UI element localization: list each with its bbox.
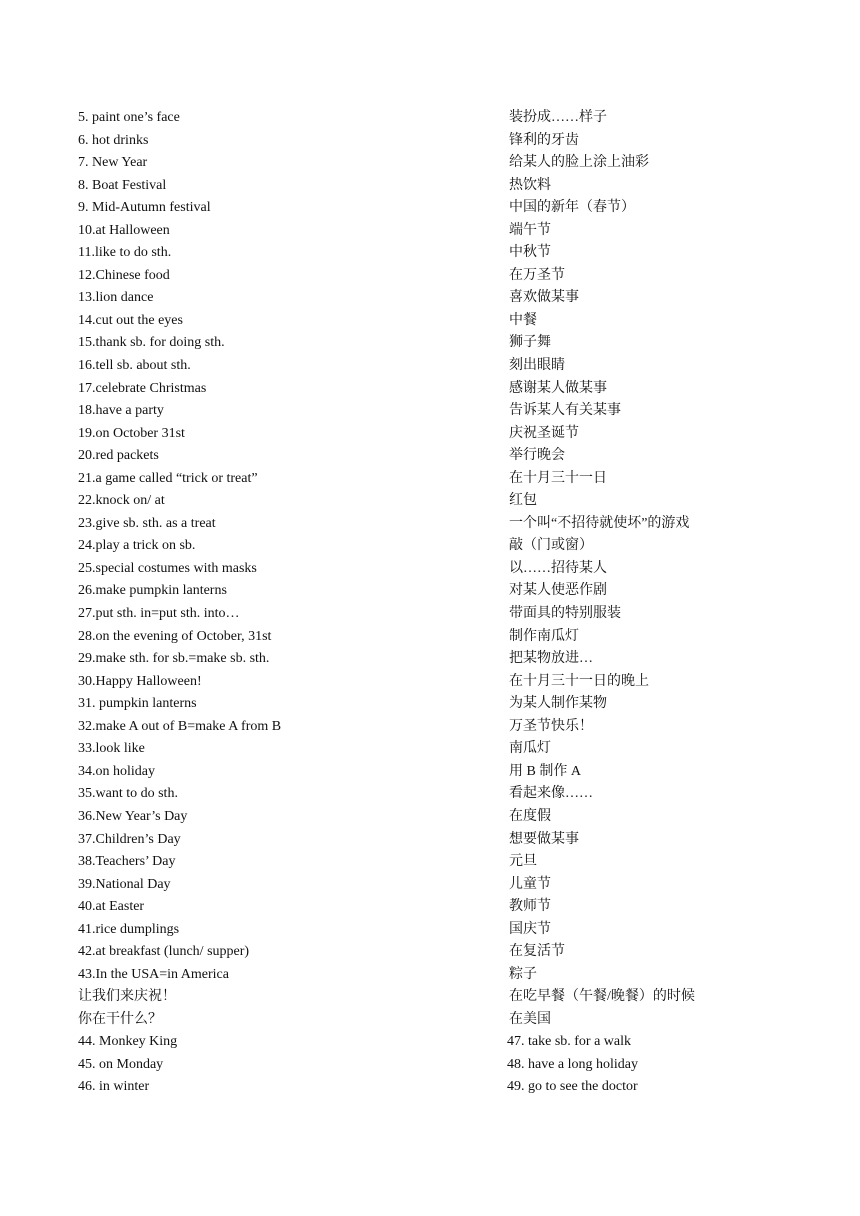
translation-item: 把某物放进… — [509, 651, 593, 667]
translation-item: 对某人使恶作剧 — [509, 583, 607, 599]
phrase-item: 23.give sb. sth. as a treat — [78, 515, 216, 531]
phrase-item: 10.at Halloween — [78, 222, 170, 238]
chinese-translation-column — [509, 107, 829, 1031]
phrase-item: 17.celebrate Christmas — [78, 380, 207, 396]
phrase-item: 让我们来庆祝！ — [78, 989, 176, 1005]
translation-item: 在十月三十一日的晚上 — [509, 673, 649, 689]
phrase-item: 5. paint one’s face — [78, 110, 180, 125]
translation-item: 给某人的脸上涂上油彩 — [509, 155, 649, 171]
phrase-item: 30.Happy Halloween! — [78, 673, 202, 689]
phrase-item: 15.thank sb. for doing sth. — [78, 335, 225, 351]
translation-item: 红包 — [509, 493, 537, 509]
phrase-item: 24.play a trick on sb. — [78, 538, 196, 554]
phrase-item: 9. Mid-Autumn festival — [78, 200, 211, 216]
translation-item: 中国的新年（春节） — [509, 200, 635, 216]
translation-item: 南瓜灯 — [509, 741, 551, 757]
phrase-item: 39.National Day — [78, 876, 171, 892]
phrase-item: 48. have a long holiday — [507, 1056, 639, 1072]
phrase-item: 27.put sth. in=put sth. into… — [78, 606, 240, 622]
phrase-item: 34.on holiday — [78, 763, 155, 779]
phrase-item: 21.a game called “trick or treat” — [78, 470, 258, 486]
translation-item: 在十月三十一日 — [509, 470, 607, 486]
phrase-item: 8. Boat Festival — [78, 177, 167, 193]
translation-item: 锋利的牙齿 — [509, 132, 579, 148]
translation-item: 感谢某人做某事 — [509, 380, 607, 396]
english-phrase-column — [78, 107, 478, 1031]
phrase-item: 7. New Year — [78, 155, 148, 171]
translation-item: 刻出眼睛 — [509, 358, 565, 374]
translation-item: 喜欢做某事 — [509, 290, 579, 306]
translation-item: 以……招待某人 — [509, 560, 607, 576]
translation-item: 元旦 — [509, 854, 537, 870]
translation-item: 看起来像…… — [509, 786, 593, 802]
phrase-item: 47. take sb. for a walk — [507, 1034, 632, 1049]
phrase-item: 19.on October 31st — [78, 425, 185, 441]
translation-item: 告诉某人有关某事 — [509, 403, 621, 419]
phrase-item: 42.at breakfast (lunch/ supper) — [78, 944, 250, 960]
translation-item: 想要做某事 — [509, 831, 579, 847]
translation-item: 在复活节 — [509, 944, 565, 960]
phrase-item: 35.want to do sth. — [78, 786, 178, 802]
translation-item: 端午节 — [509, 222, 551, 238]
translation-item: 在度假 — [509, 808, 551, 824]
translation-item: 一个叫“不招待就使坏”的游戏 — [509, 515, 690, 531]
phrase-item: 32.make A out of B=make A from B — [78, 718, 282, 734]
phrase-item: 37.Children’s Day — [78, 831, 181, 847]
phrase-item: 22.knock on/ at — [78, 493, 165, 509]
translation-item: 热饮料 — [509, 177, 551, 193]
phrase-item: 你在干什么？ — [78, 1011, 162, 1027]
translation-item: 举行晚会 — [509, 448, 565, 464]
translation-item: 儿童节 — [509, 876, 551, 892]
phrase-item: 46. in winter — [78, 1079, 150, 1094]
phrase-item: 36.New Year’s Day — [78, 808, 188, 824]
phrase-item: 31. pumpkin lanterns — [78, 696, 197, 712]
phrase-item: 28.on the evening of October, 31st — [78, 628, 272, 644]
phrase-item: 6. hot drinks — [78, 132, 149, 148]
phrase-item: 40.at Easter — [78, 899, 145, 915]
phrase-item: 33.look like — [78, 741, 145, 757]
translation-item: 国庆节 — [509, 921, 551, 937]
translation-item: 为某人制作某物 — [509, 696, 607, 712]
phrase-item: 38.Teachers’ Day — [78, 854, 176, 870]
phrase-item: 13.lion dance — [78, 290, 154, 306]
translation-item: 带面具的特别服装 — [509, 606, 621, 622]
translation-item: 狮子舞 — [509, 335, 551, 351]
translation-item: 在吃早餐（午餐/晚餐）的时候 — [509, 989, 695, 1005]
extra-phrases-left — [78, 1031, 177, 1099]
phrase-item: 20.red packets — [78, 448, 159, 464]
translation-item: 在万圣节 — [509, 267, 565, 283]
translation-item: 教师节 — [509, 899, 551, 915]
phrase-item: 29.make sth. for sb.=make sb. sth. — [78, 651, 270, 667]
phrase-item: 41.rice dumplings — [78, 921, 180, 937]
translation-item: 万圣节快乐！ — [509, 718, 593, 734]
phrase-item: 49. go to see the doctor — [507, 1079, 638, 1094]
phrase-item: 26.make pumpkin lanterns — [78, 583, 227, 599]
phrase-item: 11.like to do sth. — [78, 245, 172, 261]
translation-item: 粽子 — [509, 966, 537, 982]
phrase-item: 25.special costumes with masks — [78, 560, 257, 576]
translation-item: 敲（门或窗） — [509, 538, 593, 554]
translation-item: 在美国 — [509, 1011, 551, 1027]
translation-item: 制作南瓜灯 — [509, 628, 579, 644]
translation-item: 中秋节 — [509, 245, 551, 261]
phrase-item: 18.have a party — [78, 403, 164, 419]
phrase-item: 16.tell sb. about sth. — [78, 358, 191, 374]
phrase-item: 43.In the USA=in America — [78, 966, 229, 982]
phrase-item: 45. on Monday — [78, 1056, 164, 1072]
translation-item: 庆祝圣诞节 — [509, 425, 579, 441]
translation-item: 中餐 — [509, 312, 537, 328]
translation-item: 装扮成……样子 — [509, 110, 607, 125]
phrase-item: 12.Chinese food — [78, 267, 170, 283]
translation-item: 用 B 制作 A — [509, 763, 581, 779]
extra-phrases-right — [507, 1031, 638, 1099]
phrase-item: 14.cut out the eyes — [78, 312, 183, 328]
phrase-item: 44. Monkey King — [78, 1034, 178, 1049]
